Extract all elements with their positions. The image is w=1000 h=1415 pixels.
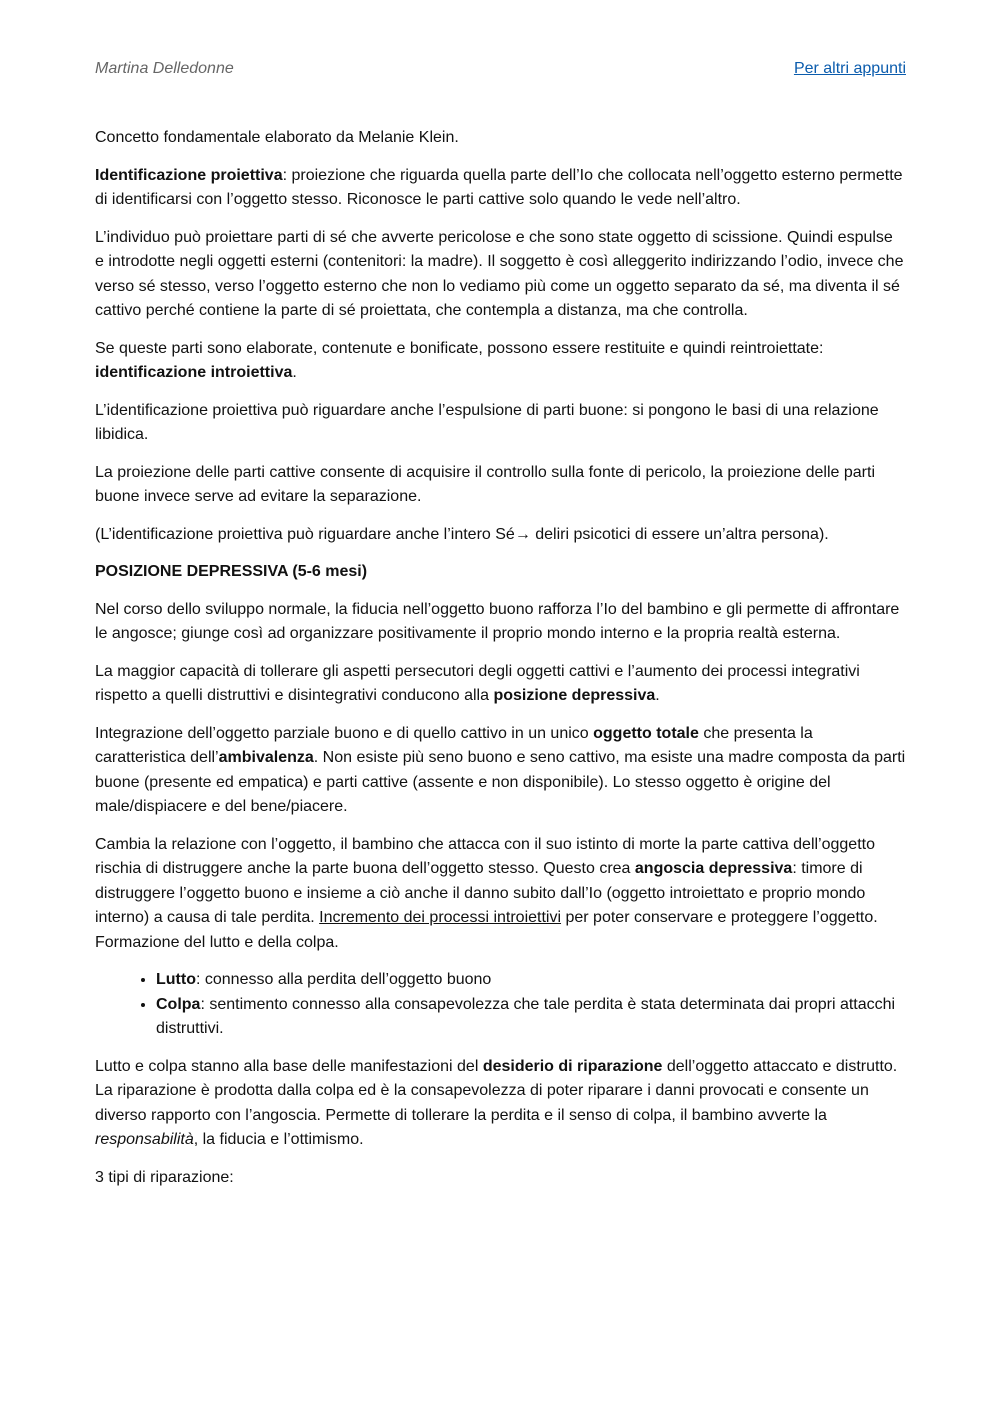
paragraph-projection: L’individuo può proiettare parti di sé che avverte pericolose e che sono state oggetto di scissione. Quindi espulse e introdotte negli oggetti esterni (contenitori: la madre). Il soggetto è così alleggerito indirizzando l’odio, invece che verso sé stesso, verso l’oggetto esterno che non lo vediamo più come un oggetto separato da sé, ma diventa il sé cattivo perché contiene la parte di sé proiettata, che contempla a distanza, ma che controlla. <box>95 228 904 319</box>
section-title-text: POSIZIONE DEPRESSIVA (5-6 mesi) <box>95 563 368 580</box>
paragraph-intro: Concetto fondamentale elaborato da Melanie Klein. <box>95 129 459 146</box>
paragraph-text: . <box>655 687 660 704</box>
term-ambivalence: ambivalenza <box>218 749 314 766</box>
list-item-term: Colpa <box>156 995 201 1013</box>
paragraph-text: . <box>292 364 297 381</box>
paragraph-text: Lutto e colpa stanno alla base delle manifestazioni del <box>95 1057 483 1075</box>
notes-link[interactable]: Per altri appunti <box>793 60 906 77</box>
paragraph-depressive-position <box>95 660 906 709</box>
bullet-list <box>95 968 906 1042</box>
paragraph-text: dell’oggetto attaccato e distrutto. La riparazione è prodotta dalla colpa ed è la consapevolezza di poter riparare i danni provocati e consente un diverso rapporto con l’angoscia. Permette di tollerare la perdita e il senso di colpa, il bambino avverte la <box>95 1057 898 1124</box>
paragraph-text: (L’identificazione proiettiva può riguardare anche l’intero Sé <box>95 525 515 543</box>
paragraph-reparation-types: 3 tipi di riparazione: <box>95 1168 234 1186</box>
underlined-text: Incremento dei processi introiettivi <box>319 909 562 926</box>
list-item <box>156 968 906 993</box>
term-introjective-identification: identificazione introiettiva <box>95 364 293 381</box>
document-body <box>95 126 906 1203</box>
term-depressive-position: posizione depressiva <box>493 687 656 704</box>
paragraph-text: : timore di distruggere l’oggetto buono e insieme a ciò anche il danno subito dall’Io (oggetto introiettato e proprio mondo interno) a causa di tale perdita. <box>95 860 866 926</box>
term-reparation-desire: desiderio di riparazione <box>482 1057 663 1075</box>
paragraph-total-object <box>95 722 906 820</box>
term-responsibility: responsabilità <box>95 1131 194 1148</box>
author-name: Martina Delledonne <box>95 60 234 77</box>
page-header <box>95 60 906 78</box>
list-item-text: : sentimento connesso alla consapevolezza che tale perdita è stata determinata dai propri attacchi distruttivi. <box>156 995 896 1037</box>
arrow-icon: → <box>514 525 531 543</box>
paragraph-introjective <box>95 337 906 386</box>
paragraph-text: Integrazione dell’oggetto parziale buono e di quello cattivo in un unico <box>95 724 594 742</box>
term-projective-identification: Identificazione proiettiva <box>95 166 283 184</box>
term-depressive-anxiety: angoscia depressiva <box>634 860 793 877</box>
section-title <box>95 560 906 585</box>
paragraph-text: deliri psicotici di essere un’altra persona). <box>530 525 829 543</box>
list-item-term: Lutto <box>156 971 196 988</box>
paragraph-text: . Non esiste più seno buono e seno cattivo, ma esiste una madre composta da parti buone (presente ed empatica) e parti cattive (assente e non disponibile). Lo stesso oggetto è origine del male/dispiacere e del bene/piacere. <box>95 749 906 815</box>
paragraph-projective-identification <box>95 164 906 213</box>
paragraph-reparation <box>95 1055 906 1153</box>
paragraph-text: per poter conservare e proteggere l’oggetto. Formazione del lutto e della colpa. <box>95 909 878 951</box>
list-item <box>156 993 906 1042</box>
term-total-object: oggetto totale <box>593 724 699 742</box>
list-item-text: : connesso alla perdita dell’oggetto buono <box>195 971 492 988</box>
paragraph-whole-self <box>95 523 906 548</box>
paragraph-control: La proiezione delle parti cattive consente di acquisire il controllo sulla fonte di pericolo, la proiezione delle parti buone invece serve ad evitare la separazione. <box>95 463 876 505</box>
paragraph-normal-development: Nel corso dello sviluppo normale, la fiducia nell’oggetto buono rafforza l’Io del bambino e gli permette di affrontare le angosce; giunge così ad organizzare positivamente il proprio mondo interno e la propria realtà esterna. <box>95 600 900 642</box>
paragraph-text: Se queste parti sono elaborate, contenute e bonificate, possono essere restituite e quindi reintroiettate: <box>95 339 824 357</box>
paragraph-text: , la fiducia e l’ottimismo. <box>193 1131 364 1148</box>
paragraph-text: : proiezione che riguarda quella parte dell’Io che collocata nell’oggetto esterno permette di identificarsi con l’oggetto stesso. Riconosce le parti cattive solo quando le vede nell’altro. <box>95 166 903 208</box>
paragraph-text: che presenta la caratteristica dell’ <box>95 724 813 766</box>
paragraph-good-parts: L’identificazione proiettiva può riguardare anche l’espulsione di parti buone: si pongono le basi di una relazione libidica. <box>95 401 879 443</box>
paragraph-depressive-anxiety <box>95 833 906 956</box>
paragraph-text: Cambia la relazione con l’oggetto, il bambino che attacca con il suo istinto di morte la parte cattiva dell’oggetto rischia di distruggere anche la parte buona dell’oggetto stesso. Questo crea <box>95 835 875 877</box>
paragraph-text: La maggior capacità di tollerare gli aspetti persecutori degli oggetti cattivi e l’aumento dei processi integrativi rispetto a quelli distruttivi e disintegrativi conducono alla <box>95 662 860 704</box>
